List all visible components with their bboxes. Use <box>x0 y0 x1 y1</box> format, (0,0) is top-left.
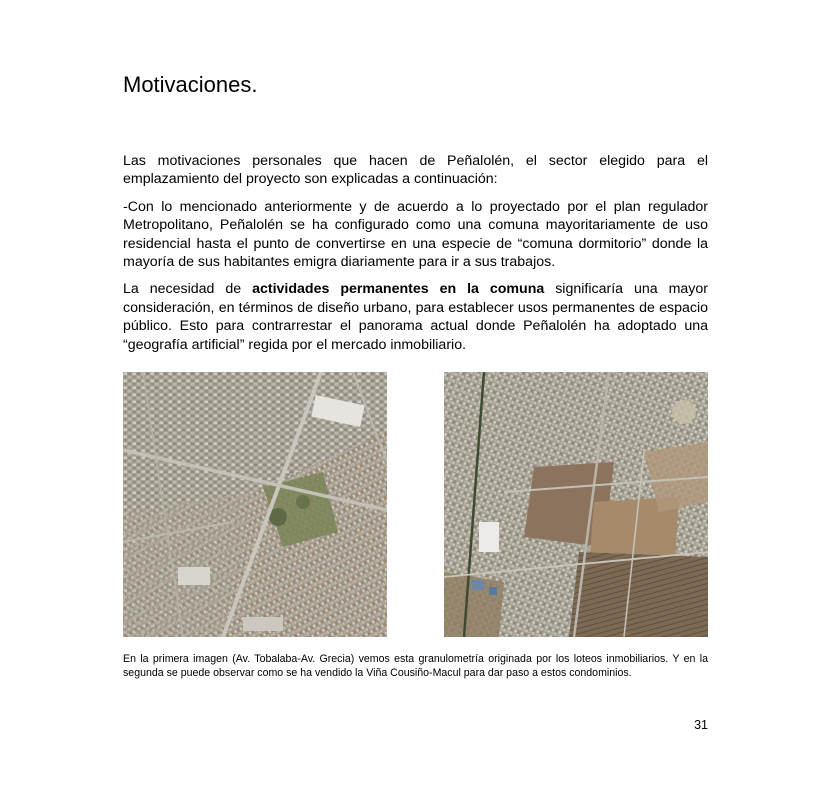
paragraph-intro: Las motivaciones personales que hacen de Peñalolén, el sector elegido para el emplazamiento del proyecto son explicadas a continuación: <box>123 153 708 188</box>
highlight-permanent-activities: actividades permanentes en la comuna <box>252 281 545 298</box>
page-number: 31 <box>694 718 708 732</box>
paragraph-residential: -Con lo mencionado anteriormente y de acuerdo a lo proyectado por el plan regulador Metropolitano, Peñalolén se ha configurado como una comuna mayoritariamente de uso residencial hasta el punto de convertirse en una especie de “comuna dormitorio” donde la mayoría de sus habitantes emigra diariamente para ir a sus trabajos. <box>123 198 708 271</box>
aerial-photo-tobalaba-grecia <box>123 372 387 637</box>
paragraph-necessity <box>123 280 708 354</box>
aerial-photo-vina-cousino-macul <box>444 372 708 637</box>
paragraph-necessity-start: La necesidad de <box>123 281 253 298</box>
body-text <box>123 152 708 363</box>
paragraph-necessity-end: significaría una mayor consideración, en términos de diseño urbano, para establecer usos permanentes de espacio público. Esto para contrarrestar el panorama actual donde Peñalolén ha adoptado una “geografía artificial” regida por el mercado inmobiliario. <box>123 281 709 353</box>
figure-caption: En la primera imagen (Av. Tobalaba-Av. Grecia) vemos esta granulometría originada por los loteos inmobiliarios. Y en la segunda se puede observar como se ha vendido la Viña Cousiño-Macul para dar paso a estos condominios. <box>123 653 708 679</box>
page-title: Motivaciones. <box>123 72 258 97</box>
